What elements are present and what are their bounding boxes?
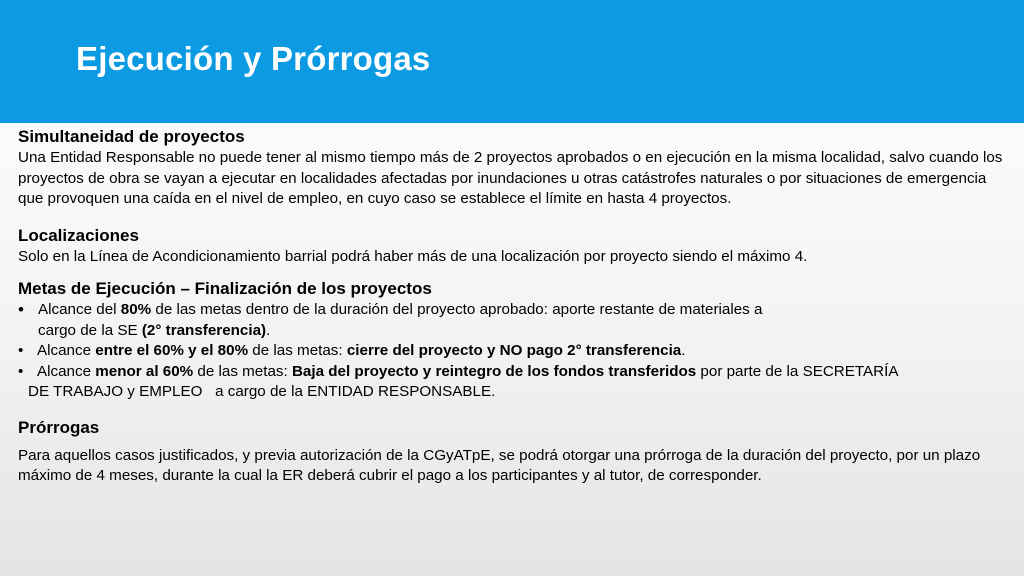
section-title: Metas de Ejecución – Finalización de los proyectos <box>18 279 432 298</box>
section-title: Prórrogas <box>18 417 100 437</box>
section-metas <box>18 278 1008 403</box>
bullet-item: • Alcance del 80% de las metas dentro de la duración del proyecto aprobado: aporte restante de materiales a cargo de la SE (2° transferencia). <box>18 300 763 339</box>
section-text: Solo en la Línea de Acondicionamiento barrial podrá haber más de una localización por proyecto siendo el máximo 4. <box>18 247 808 265</box>
bullet-icon: • <box>18 300 24 319</box>
section-title: Simultaneidad de proyectos <box>18 127 245 146</box>
bullet-icon: • <box>18 342 24 359</box>
section-localizaciones <box>18 225 1008 268</box>
slide-body <box>18 126 1008 487</box>
section-title: Localizaciones <box>18 225 139 245</box>
section-text: Para aquellos casos justificados, y previa autorización de la CGyATpE, se podrá otorgar una prórroga de la duración del proyecto, por un plazo máximo de 4 meses, durante la cual la ER deberá cubrir el pago a los participantes y al tutor, de corresponder. <box>18 446 981 484</box>
title-banner <box>0 0 1024 123</box>
section-simultaneidad <box>18 126 1008 210</box>
bullet-item: • Alcance menor al 60% de las metas: Baja del proyecto y reintegro de los fondos transferidos por parte de la SECRETARÍA DE TRABAJO y EMPLEO a cargo de la ENTIDAD RESPONSABLE. <box>18 362 899 400</box>
section-text: Una Entidad Responsable no puede tener al mismo tiempo más de 2 proyectos aprobados o en ejecución en la misma localidad, salvo cuando los proyectos de obra se vayan a ejecutar en localidades afectadas por inundaciones u otras catástrofes naturales o por situaciones de emergencia que provoquen una caída en el nivel de empleo, en cuyo caso se establece el límite en hasta 4 proyectos. <box>18 149 1003 207</box>
bullet-icon: • <box>18 362 24 380</box>
bullet-item: • Alcance entre el 60% y el 80% de las metas: cierre del proyecto y NO pago 2° transferencia. <box>18 341 1008 362</box>
page-title: Ejecución y Prórrogas <box>76 40 431 77</box>
section-prorrogas <box>18 417 1008 487</box>
